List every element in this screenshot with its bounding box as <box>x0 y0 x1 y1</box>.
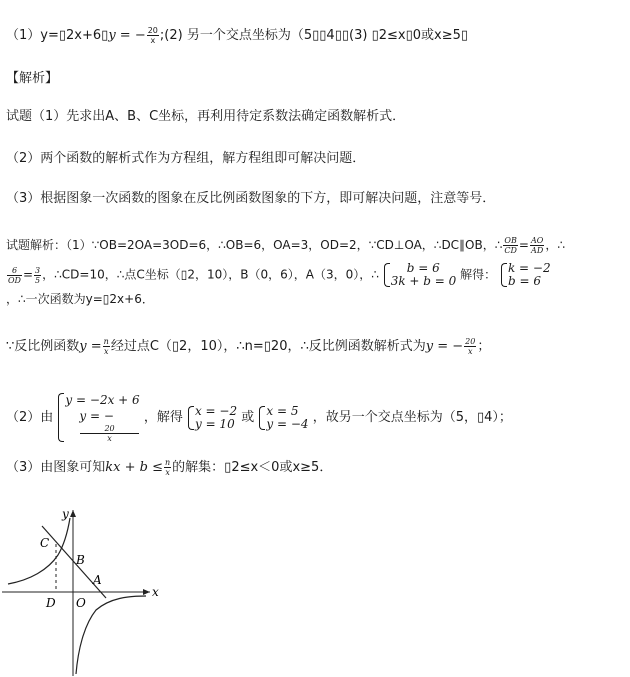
frac-den: x <box>107 434 112 443</box>
linear-function-line <box>42 526 106 598</box>
solution-text: 试题解析：（1）∵OB=2OA=3OD=6，∴OB=6，OA=3，OD=2，∵CD⊥OA，∴DC∥OB，∴ <box>6 238 503 252</box>
frac-num: OB <box>504 236 517 245</box>
solution-line-2 <box>6 262 551 288</box>
solution-line-4 <box>6 337 490 356</box>
label-d: D <box>46 596 56 610</box>
answer-part: （1）y= <box>6 28 59 43</box>
missing-glyph: ▯ <box>476 410 485 425</box>
fraction <box>503 236 518 255</box>
missing-glyph: ▯ <box>102 292 110 306</box>
label-a: A <box>93 573 102 587</box>
system-row: k = −2 <box>507 261 551 275</box>
missing-glyph: ▯ <box>263 339 271 354</box>
solution-line-5 <box>6 392 512 443</box>
fraction <box>34 266 41 285</box>
equals-sign: = <box>22 267 34 282</box>
solution-system <box>187 405 237 431</box>
answer-part: 2≤x <box>378 28 406 43</box>
fraction <box>164 458 171 477</box>
answer-part: ;(2) 另一个交点坐标为（5 <box>159 28 313 43</box>
answer-math: y = − <box>108 28 146 43</box>
analysis-line-1: 试题（1）先求出A、B、C坐标，再利用待定系数法确定函数解析式． <box>6 109 406 124</box>
x-axis-arrow <box>143 589 150 595</box>
solution-text: （2）由 <box>6 410 54 425</box>
frac-den: AD <box>531 246 544 255</box>
frac-den: 5 <box>35 275 41 285</box>
frac-num: n <box>103 337 109 346</box>
solution-text: 4）； <box>484 410 512 425</box>
solution-text: ，∴ <box>545 238 565 252</box>
solution-text: 或 <box>241 410 255 425</box>
frac-den: x <box>165 468 170 477</box>
answer-fraction <box>147 26 159 45</box>
answer-part: (3) <box>349 28 372 43</box>
solution-math: y = <box>79 339 102 354</box>
frac-num: 20 <box>465 337 476 346</box>
missing-glyph: ▯ <box>371 28 379 43</box>
fraction <box>7 266 22 285</box>
system-row: b = 6 <box>507 274 541 288</box>
answer-part: 0或x≥5 <box>412 28 461 43</box>
frac-num: 6 <box>7 266 22 276</box>
missing-glyph: ▯ <box>180 267 188 282</box>
frac-den: OD <box>8 275 21 285</box>
function-graph <box>0 500 180 677</box>
frac-den: x <box>103 347 109 356</box>
hyperbola-lower-right <box>76 596 146 674</box>
solution-text: 的解集： <box>172 460 225 475</box>
solution-line-3 <box>6 290 154 308</box>
system-row: x = −2 <box>194 403 238 418</box>
system-row: y = −4 <box>266 416 309 431</box>
missing-glyph: ▯ <box>58 28 67 43</box>
solution-text: ，∴CD=10，∴点C坐标（ <box>42 267 181 282</box>
solution-math: kx + b ≤ <box>105 460 163 475</box>
solution-text: ，解得 <box>143 410 183 425</box>
solution-text: 2，10），B（0，6），A（3，0），∴ <box>187 267 379 282</box>
fraction <box>464 337 476 356</box>
solution-system <box>258 405 308 431</box>
answer-part: 2x+6 <box>66 28 102 43</box>
equals-sign: = <box>518 238 529 252</box>
solution-line-6 <box>6 458 332 477</box>
system-row <box>65 408 139 443</box>
missing-glyph: ▯ <box>101 28 109 43</box>
answer-line <box>6 26 468 45</box>
missing-glyph: ▯ <box>334 28 342 43</box>
frac-den: x <box>467 347 473 356</box>
system-row: x = 5 <box>266 403 299 418</box>
solution-text: 20，∴反比例函数解析式为 <box>270 339 426 354</box>
solution-text: 2≤x＜0或x≥5． <box>231 460 333 475</box>
solution-math: y = − <box>79 409 114 423</box>
fraction <box>103 337 110 356</box>
equation-system <box>57 392 139 443</box>
missing-glyph: ▯ <box>312 28 320 43</box>
analysis-line-3: （3）根据图象一次函数的图象在反比例函数图象的下方，即可解决问题，注意等号． <box>6 191 496 206</box>
label-b: B <box>76 553 85 567</box>
frac-den: x <box>150 36 156 45</box>
label-x: x <box>152 585 159 599</box>
missing-glyph: ▯ <box>224 460 232 475</box>
missing-glyph: ▯ <box>319 28 327 43</box>
solution-text: ，故另一个交点坐标为（5， <box>312 410 477 425</box>
analysis-heading: 【解析】 <box>6 71 59 86</box>
solution-math: y = − <box>425 339 464 354</box>
answer-part: 4 <box>326 28 335 43</box>
system-row: b = 6 <box>406 261 440 275</box>
solution-text: 2x+6． <box>109 292 154 306</box>
solution-text: 经过点C（ <box>110 339 172 354</box>
solution-text: （3）由图象可知 <box>6 460 106 475</box>
fraction <box>80 424 138 443</box>
solution-line-1 <box>6 236 565 255</box>
equation-system <box>383 262 457 288</box>
hyperbola-upper-left <box>8 518 70 584</box>
fraction <box>530 236 544 255</box>
solution-text: ∵反比例函数 <box>6 339 80 354</box>
label-y: y <box>62 507 69 521</box>
missing-glyph: ▯ <box>460 28 469 43</box>
system-row: 3k + b = 0 <box>390 274 457 288</box>
system-row: y = −2x + 6 <box>65 393 140 407</box>
frac-den: CD <box>504 246 517 255</box>
solution-text: 解得： <box>460 267 497 282</box>
frac-num: 20 <box>147 26 158 35</box>
frac-num: 3 <box>35 265 41 275</box>
solution-text: ； <box>477 339 491 354</box>
missing-glyph: ▯ <box>341 28 350 43</box>
solution-text: ，∴一次函数为y= <box>6 292 103 306</box>
frac-num: n <box>165 458 171 467</box>
system-row: y = 10 <box>194 416 235 431</box>
y-axis-arrow <box>70 510 76 517</box>
analysis-line-2: （2）两个函数的解析式作为方程组，解方程组即可解决问题． <box>6 151 366 166</box>
frac-num: 20 <box>80 424 138 434</box>
frac-num: AO <box>530 236 544 245</box>
missing-glyph: ▯ <box>171 339 180 354</box>
solution-text: 2，10），∴n= <box>179 339 264 354</box>
label-c: C <box>40 536 50 550</box>
solution-system <box>500 262 551 288</box>
missing-glyph: ▯ <box>405 28 413 43</box>
label-o: O <box>76 596 86 610</box>
